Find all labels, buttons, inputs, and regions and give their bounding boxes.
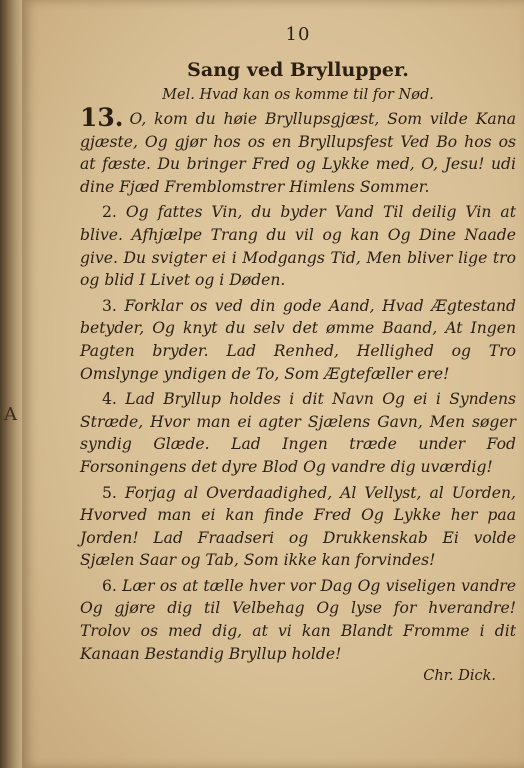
stanza-number: 3. (102, 296, 117, 315)
stanza-6 (80, 575, 516, 665)
hymn-number: 13. (80, 103, 124, 132)
stanza-text: Lad Bryllup holdes i dit Navn Og ei i Syndens Stræde, Hvor man ei agter Sjælens Gavn, Men søger syndig Glæde. Lad Ingen træde under Fod Forsoningens det dyre Blod Og vandre dig uværdig! (80, 390, 516, 476)
page-content (80, 24, 516, 684)
stanza-4 (80, 388, 516, 478)
stanza-2 (80, 201, 516, 291)
stanza-5 (80, 482, 516, 572)
page-number: 10 (285, 24, 311, 45)
book-gutter (0, 0, 22, 768)
stanza-text: O, kom du høie Bryllupsgjæst, Som vilde Kana gjæste, Og gjør hos os en Bryllupsfest Ved Bo hos os at fæste. Du bringer Fred og Lykke med, O, Jesu! udi dine Fjæd Fremblomstrer Himlens Sommer. (80, 110, 516, 196)
book-page (22, 0, 524, 768)
stanza-number: 6. (102, 576, 117, 595)
stanza-number: 4. (102, 390, 117, 409)
song-title: Sang ved Bryllupper. (187, 59, 409, 81)
melody-line: Mel. Hvad kan os komme til for Nød. (162, 87, 434, 103)
stanza-text: Lær os at tælle hver vor Dag Og viseligen vandre Og gjøre dig til Velbehag Og lyse for hverandre! Trolov os med dig, at vi kan Blandt Fromme i dit Kanaan Bestandig Bryllup holde! (80, 576, 516, 663)
stanza-number: 2. (102, 203, 117, 222)
author-signature: Chr. Dick. (423, 668, 496, 685)
stanza-1 (80, 103, 516, 198)
stanza-text: Forklar os ved din gode Aand, Hvad Ægtestand betyder, Og knyt du selv det ømme Baand, At Ingen Pagten bryder. Lad Renhed, Hellighed og Tro Omslynge yndigen de To, Som Ægtefæller ere! (80, 296, 516, 383)
stanza-number: 5. (102, 483, 117, 502)
stanza-text: Og fattes Vin, du byder Vand Til deilig Vin at blive. Afhjælpe Trang du vil og kan Og Dine Naade give. Du svigter ei i Modgangs Tid, Men bliver lige tro og blid I Livet og i Døden. (80, 203, 516, 290)
stanza-text: Forjag al Overdaadighed, Al Vellyst, al Uorden, Hvorved man ei kan finde Fred Og Lykke her paa Jorden! Lad Fraadseri og Drukkenskab Ei volde Sjælen Saar og Tab, Som ikke kan forvindes! (80, 483, 516, 570)
stanza-3 (80, 295, 516, 385)
margin-mark: A (4, 404, 17, 425)
